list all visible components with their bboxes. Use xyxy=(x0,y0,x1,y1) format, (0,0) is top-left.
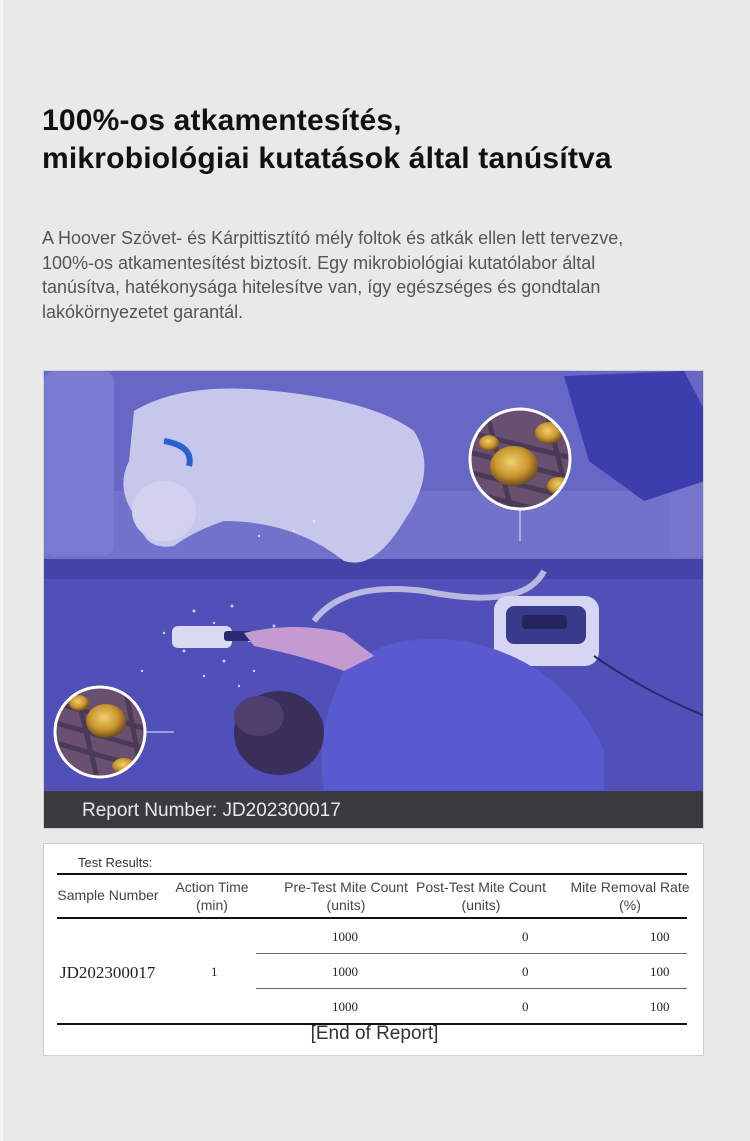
intro-line: lakókörnyezetet garantál. xyxy=(42,301,244,322)
cleaning-tool xyxy=(172,626,232,648)
intro-line: A Hoover Szövet- és Kárpittisztító mély foltok és atkák ellen lett tervezve, xyxy=(42,228,624,248)
product-photo xyxy=(43,370,704,829)
pre-test-cell: 1000 xyxy=(332,964,358,979)
title-line-2: mikrobiológiai kutatások által tanúsítva xyxy=(42,142,612,175)
removal-rate-cell: 100 xyxy=(650,999,670,1014)
page-edge xyxy=(0,0,3,1141)
page-title xyxy=(42,102,722,178)
row-divider xyxy=(256,953,687,954)
row-divider xyxy=(256,988,687,989)
sofa-armrest xyxy=(44,371,114,556)
post-test-cell: 0 xyxy=(522,964,529,979)
test-results-table xyxy=(43,843,704,1056)
header-rule xyxy=(57,917,687,919)
title-line-1: 100%-os atkamentesítés, xyxy=(42,104,402,137)
column-header-post-test: Post-Test Mite Count (units) xyxy=(416,879,546,913)
intro-line: 100%-os atkamentesítést biztosít. Egy mikrobiológiai kutatólabor által xyxy=(42,252,596,273)
intro-line: tanúsítva, hatékonysága hitelesítve van, így egészséges és gondtalan xyxy=(42,277,601,297)
column-header-removal-rate: Mite Removal Rate (%) xyxy=(570,879,690,913)
report-number-bar: Report Number: JD202300017 xyxy=(44,791,704,829)
column-header-action-time: Action Time (min) xyxy=(175,879,249,913)
sample-number-cell: JD202300017 xyxy=(60,963,156,982)
cleaning-scene-illustration xyxy=(44,371,704,791)
table-top-rule xyxy=(57,873,687,875)
action-time-cell: 1 xyxy=(211,964,218,979)
removal-rate-cell: 100 xyxy=(650,929,670,944)
column-header-sample-number: Sample Number xyxy=(57,887,159,903)
removal-rate-cell: 100 xyxy=(650,964,670,979)
column-header-pre-test: Pre-Test Mite Count (units) xyxy=(284,879,408,913)
intro-paragraph xyxy=(42,226,702,324)
pre-test-cell: 1000 xyxy=(332,929,358,944)
post-test-cell: 0 xyxy=(522,999,529,1014)
results-caption: Test Results: xyxy=(78,855,153,870)
post-test-cell: 0 xyxy=(522,929,529,944)
pre-test-cell: 1000 xyxy=(332,999,358,1014)
end-of-report: [End of Report] xyxy=(310,1023,439,1044)
